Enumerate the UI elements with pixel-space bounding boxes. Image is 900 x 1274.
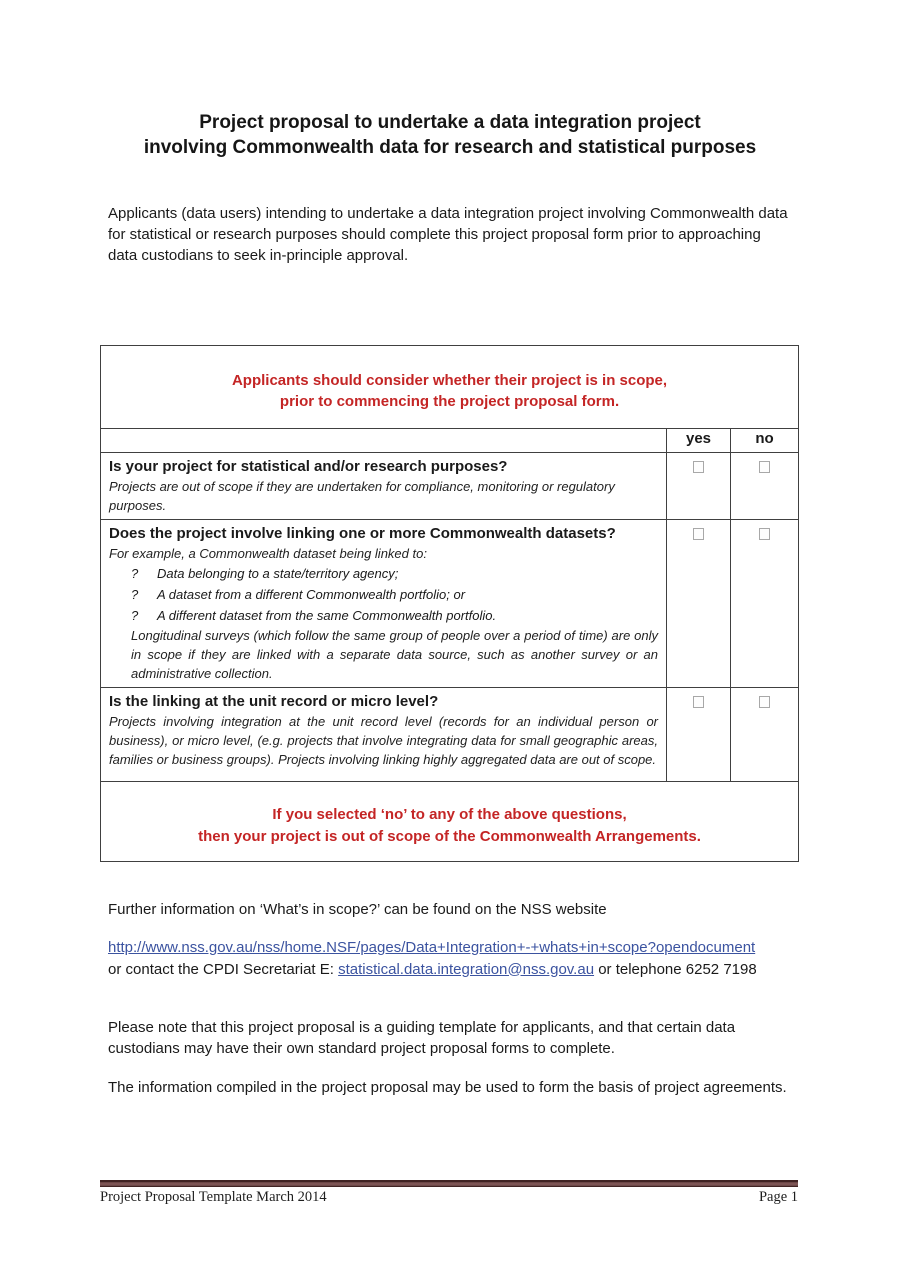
- column-header-yes: yes: [667, 429, 731, 453]
- bullet-glyph: ?: [131, 587, 139, 602]
- scope-footer-notice-line-1: If you selected ‘no’ to any of the above questions,: [272, 806, 627, 823]
- question-2-yes-checkbox[interactable]: [693, 528, 704, 540]
- question-3-yes-cell: [667, 688, 731, 782]
- scope-notice: [101, 346, 799, 429]
- page-title-line-1: Project proposal to undertake a data integration project: [199, 112, 701, 133]
- question-2-bullet-1: [131, 563, 658, 584]
- question-1-title: Is your project for statistical and/or research purposes?: [109, 458, 508, 475]
- question-2-no-checkbox[interactable]: [759, 528, 770, 540]
- table-row-question-3: [101, 688, 799, 782]
- guiding-template-note: Please note that this project proposal is a guiding template for applicants, and that certain data custodians may have their own standard project proposal forms to complete.: [108, 1019, 736, 1057]
- scope-notice-line-2: prior to commencing the project proposal form.: [279, 393, 620, 410]
- footer-divider-rule: [100, 1180, 798, 1187]
- email-link[interactable]: statistical.data.integration@nss.gov.au: [338, 960, 595, 978]
- page-footer: [100, 1189, 798, 1206]
- column-header-no: no: [731, 429, 799, 453]
- question-2-note-2: Longitudinal surveys (which follow the same group of people over a period of time) are only in scope if they are linked with a separate data source, such as another survey or an administrative collection.: [131, 628, 658, 681]
- question-1-no-cell: [731, 453, 799, 520]
- page-title: [0, 110, 900, 160]
- scope-notice-line-1: Applicants should consider whether their project is in scope,: [231, 372, 668, 389]
- bullet-glyph: ?: [131, 608, 139, 623]
- nss-website-link[interactable]: http://www.nss.gov.au/nss/home.NSF/pages/Data+Integration+-+whats+in+scope?opendocument: [108, 939, 756, 956]
- question-2-cell: [101, 520, 667, 688]
- question-3-note: Projects involving integration at the unit record level (records for an individual person or business), or micro level, (e.g. projects that involve integrating data for small geographic areas, families or business groups). Projects involving linking highly aggregated data are out of scope.: [109, 714, 658, 767]
- question-3-no-cell: [731, 688, 799, 782]
- question-1-yes-cell: [667, 453, 731, 520]
- scope-footer-notice-line-2: then your project is out of scope of the Commonwealth Arrangements.: [198, 828, 701, 845]
- question-3-no-checkbox[interactable]: [759, 696, 770, 708]
- page-title-line-2: involving Commonwealth data for research and statistical purposes: [143, 137, 757, 158]
- question-1-note: Projects are out of scope if they are undertaken for compliance, monitoring or regulatory purposes.: [109, 479, 615, 513]
- table-row-column-headers: [101, 429, 799, 453]
- question-3-yes-checkbox[interactable]: [693, 696, 704, 708]
- table-row-notice: [101, 346, 799, 429]
- bullet-text: A different dataset from the same Commonwealth portfolio.: [157, 608, 497, 623]
- table-row-footer-notice: [101, 782, 799, 862]
- question-1-cell: [101, 453, 667, 520]
- contact-suffix-text: or telephone 6252 7198: [594, 960, 757, 978]
- scope-footer-notice: [101, 782, 799, 862]
- question-3-cell: [101, 688, 667, 782]
- bullet-glyph: ?: [131, 566, 139, 581]
- footer-page-number: Page 1: [758, 1189, 798, 1205]
- question-3-title: Is the linking at the unit record or micro level?: [109, 693, 439, 710]
- bullet-text: Data belonging to a state/territory agency;: [157, 566, 399, 581]
- question-1-no-checkbox[interactable]: [759, 461, 770, 473]
- further-information-text: Further information on ‘What’s in scope?’ can be found on the NSS website: [108, 901, 607, 918]
- question-2-note: For example, a Commonwealth dataset being linked to:: [109, 546, 427, 561]
- intro-paragraph: Applicants (data users) intending to undertake a data integration project involving Commonwealth data for statistical or research purposes should complete this project proposal form prior to approaching data custodians to seek in-principle approval.: [108, 205, 788, 264]
- scope-questionnaire-table: [100, 345, 799, 862]
- table-row-question-2: [101, 520, 799, 688]
- links-paragraph: [108, 937, 798, 980]
- question-2-no-cell: [731, 520, 799, 688]
- column-header-blank: [101, 429, 667, 453]
- question-2-bullet-2: [131, 584, 658, 605]
- bullet-text: A dataset from a different Commonwealth portfolio; or: [157, 587, 466, 602]
- question-2-title: Does the project involve linking one or more Commonwealth datasets?: [109, 525, 616, 542]
- table-row-question-1: [101, 453, 799, 520]
- question-2-yes-cell: [667, 520, 731, 688]
- contact-prefix-text: or contact the CPDI Secretariat E:: [108, 960, 339, 978]
- question-2-bullet-3: [131, 605, 658, 626]
- footer-document-name: Project Proposal Template March 2014: [100, 1189, 327, 1205]
- project-agreements-note: The information compiled in the project proposal may be used to form the basis of project agreements.: [108, 1079, 787, 1096]
- question-1-yes-checkbox[interactable]: [693, 461, 704, 473]
